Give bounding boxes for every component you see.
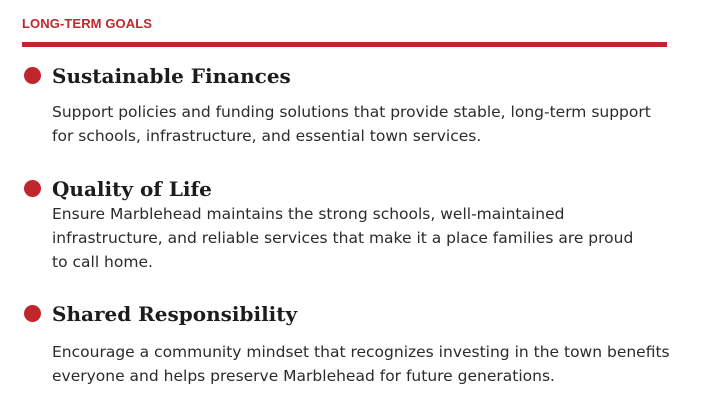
goal-title: Sustainable Finances (52, 64, 291, 88)
goal-description: Ensure Marblehead maintains the strong schools, well-maintained infrastructure, and reliable services that make it a place families are proud to call home. (52, 205, 634, 271)
goal-description: Support policies and funding solutions that provide stable, long-term support for schools, infrastructure, and essential town services. (52, 103, 651, 145)
goal-description: Encourage a community mindset that recognizes investing in the town benefits everyone and helps preserve Marblehead for future generations. (52, 343, 670, 385)
bullet-icon (24, 180, 41, 197)
header-divider (22, 42, 667, 47)
section-header-label: LONG-TERM GOALS (22, 16, 153, 31)
bullet-icon (24, 305, 41, 322)
goal-title: Shared Responsibility (52, 302, 298, 326)
bullet-icon (24, 67, 41, 84)
goal-title: Quality of Life (52, 177, 212, 201)
